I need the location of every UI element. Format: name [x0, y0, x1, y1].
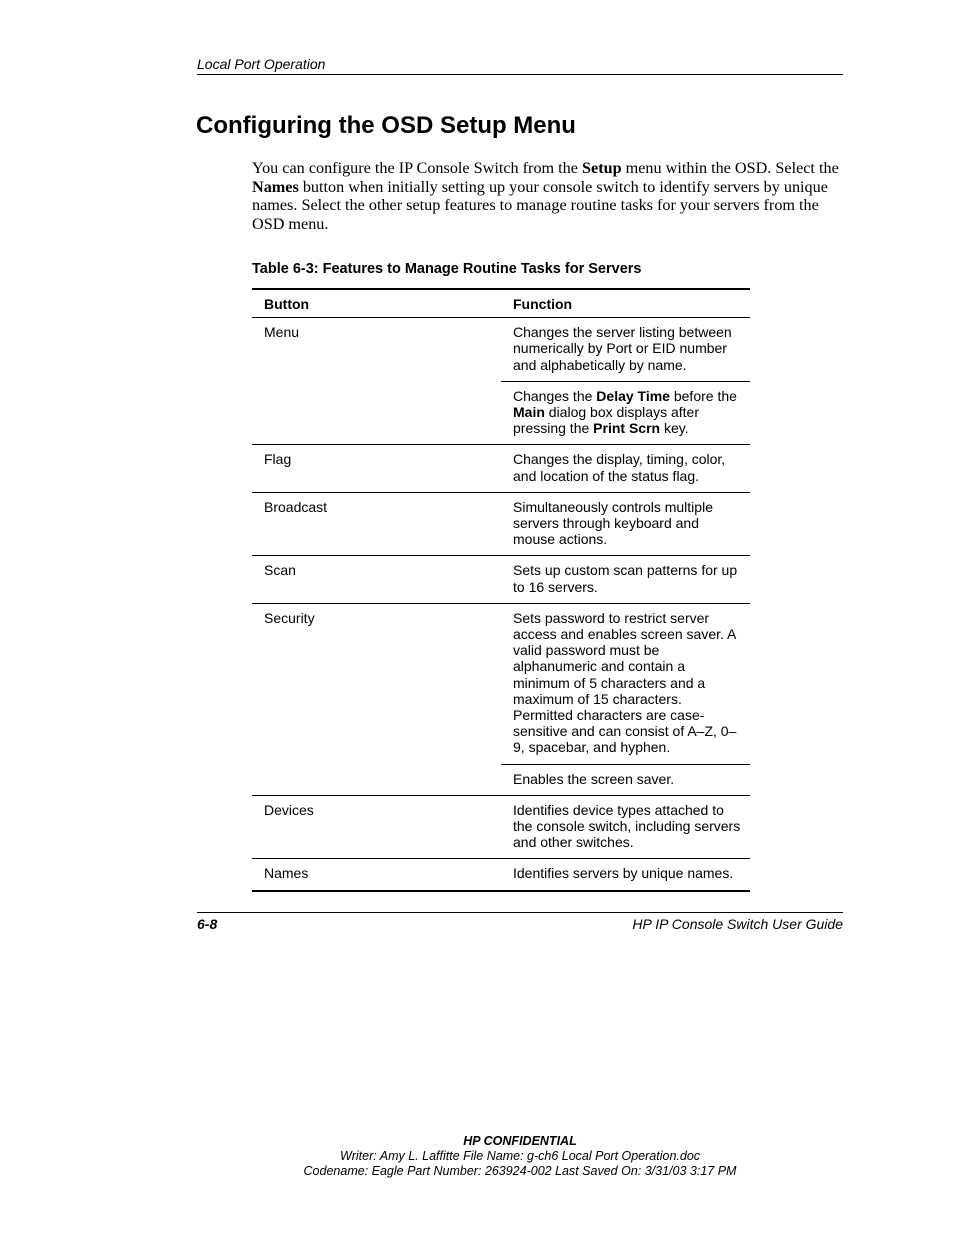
function-text: dialog box displays after pressing the	[513, 404, 699, 437]
function-cell: Enables the screen saver.	[501, 764, 750, 795]
codename-info: Codename: Eagle Part Number: 263924-002 Last Saved On: 3/31/03 3:17 PM	[303, 1164, 737, 1178]
table-row	[252, 603, 750, 764]
intro-text-3: button when initially setting up your console switch to identify servers by unique names. Select the other setup features to manage routine tasks for your servers from the OSD menu.	[252, 177, 828, 234]
print-scrn-term: Print Scrn	[593, 420, 661, 437]
function-cell: Identifies device types attached to the console switch, including servers and other switches.	[501, 795, 750, 859]
delay-time-term: Delay Time	[596, 387, 670, 404]
function-cell: Sets up custom scan patterns for up to 16 servers.	[501, 556, 750, 603]
table-row	[252, 318, 750, 382]
button-cell: Flag	[252, 445, 501, 492]
function-cell: Changes the display, timing, color, and location of the status flag.	[501, 445, 750, 492]
function-text: before the	[669, 387, 737, 404]
guide-title: HP IP Console Switch User Guide	[632, 916, 843, 932]
section-name: Local Port Operation	[197, 56, 326, 72]
main-term: Main	[513, 404, 545, 421]
intro-text-2: menu within the OSD. Select the	[621, 159, 839, 177]
setup-term: Setup	[582, 159, 622, 177]
intro-text-1: You can configure the IP Console Switch from the	[252, 159, 583, 177]
table-row	[252, 859, 750, 891]
intro-paragraph	[252, 159, 842, 234]
function-cell: Changes the server listing between numerically by Port or EID number and alphabetically by name.	[501, 318, 750, 382]
button-cell: Names	[252, 859, 501, 891]
column-header-button: Button	[252, 289, 501, 318]
function-cell: Sets password to restrict server access and enables screen saver. A valid password must be alphanumeric and contain a minimum of 5 characters and a maximum of 15 characters. Permitted characters are case-sensitive and can consist of A–Z, 0–9, spacebar, and hyphen.	[501, 603, 750, 764]
table-row	[252, 556, 750, 603]
running-header	[197, 56, 843, 75]
function-cell: Identifies servers by unique names.	[501, 859, 750, 891]
column-header-function: Function	[501, 289, 750, 318]
function-cell: Simultaneously controls multiple servers through keyboard and mouse actions.	[501, 492, 750, 556]
button-cell: Broadcast	[252, 492, 501, 556]
button-cell: Security	[252, 603, 501, 795]
function-text: key.	[660, 420, 689, 437]
button-cell: Devices	[252, 795, 501, 859]
features-table	[252, 288, 750, 892]
table-row	[252, 492, 750, 556]
table-header-row	[252, 289, 750, 318]
confidential-block	[43, 1134, 954, 1179]
table-row	[252, 445, 750, 492]
names-term: Names	[252, 177, 299, 196]
button-cell: Menu	[252, 318, 501, 445]
page-number: 6-8	[197, 916, 218, 932]
page-title: Configuring the OSD Setup Menu	[196, 112, 576, 139]
running-footer	[197, 912, 843, 935]
table-row	[252, 795, 750, 859]
function-cell	[501, 381, 750, 445]
confidential-label: HP CONFIDENTIAL	[463, 1134, 577, 1148]
writer-info: Writer: Amy L. Laffitte File Name: g-ch6 Local Port Operation.doc	[339, 1149, 701, 1163]
function-text: Changes the	[513, 387, 597, 404]
button-cell: Scan	[252, 556, 501, 603]
table-caption: Table 6-3: Features to Manage Routine Tasks for Servers	[252, 261, 642, 277]
